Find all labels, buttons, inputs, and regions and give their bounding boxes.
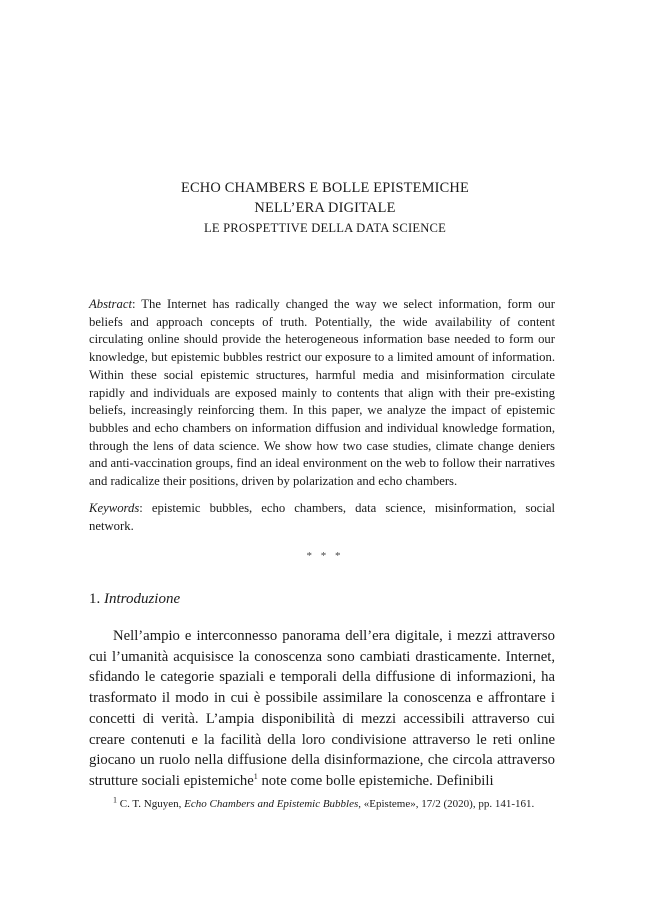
keywords-label: Keywords [89,501,140,515]
section-separator: * * * [306,550,344,562]
title-block [0,178,650,238]
footnote-work-title: Echo Chambers and Epistemic Bubbles [184,798,359,810]
abstract [89,296,555,491]
footnote-author: C. T. Nguyen, [119,798,185,810]
footnote-rest: , «Episteme», 17/2 (2020), pp. 141-161. [358,798,535,810]
abstract-label: Abstract [89,297,132,311]
subtitle: LE PROSPETTIVE DELLA DATA SCIENCE [203,221,447,235]
section-title: Introduzione [104,591,181,607]
footnote-ref[interactable]: 1 [253,772,258,782]
section-number: 1. [89,591,101,607]
body-paragraph-end: note come bolle epistemiche. Definibili [257,772,494,789]
keywords [89,500,555,535]
title-line-1: ECHO CHAMBERS E BOLLE EPISTEMICHE [180,180,470,196]
footnote-marker: 1 [113,795,117,805]
abstract-text: : The Internet has radically changed the way we select information, form our beliefs and approach concepts of truth. Potentially, the wide availability of content circulating online should provide the heterogeneous information base needed to form our knowledge, but epistemic bubbles restrict our exposure to a limited amount of information. Within these social epistemic structures, harmful media and misinformation circulate rapidly and individuals are exposed mainly to contents that align with their pre-existing beliefs, increasingly reinforcing them. In this paper, we analyze the impact of epistemic bubbles and echo chambers on information diffusion and individual knowledge formation, through the lens of data science. We show how two case studies, climate change deniers and anti-vaccination groups, find an ideal environment on the web to follow their narratives and radicalize their positions, driven by polarization and echo chambers. [89,297,555,489]
footnote [89,797,555,813]
title-line-2: NELL’ERA DIGITALE [254,200,396,216]
body-text [89,626,555,792]
keywords-text: : epistemic bubbles, echo chambers, data science, misinformation, social network. [89,501,555,533]
section-heading [89,588,555,610]
body-paragraph-start: Nell’ampio e interconnesso panorama dell’era digitale, i mezzi attraverso cui l’umanità acquisisce la conoscenza sono cambiati drasticamente. Internet, sfidando le categorie spaziali e temporali della diffusione di informazioni, ha trasformato il modo in cui è possibile assimilare la conoscenza e affrontare i concetti di verità. L’ampia disponibilità di mezzi accessibili attraverso cui creare contenuti e la facilità della loro condivisione attraverso le reti online giocano un ruolo nella diffusione della disinformazione, che circola attraverso strutture sociali epistemiche [89,628,555,789]
